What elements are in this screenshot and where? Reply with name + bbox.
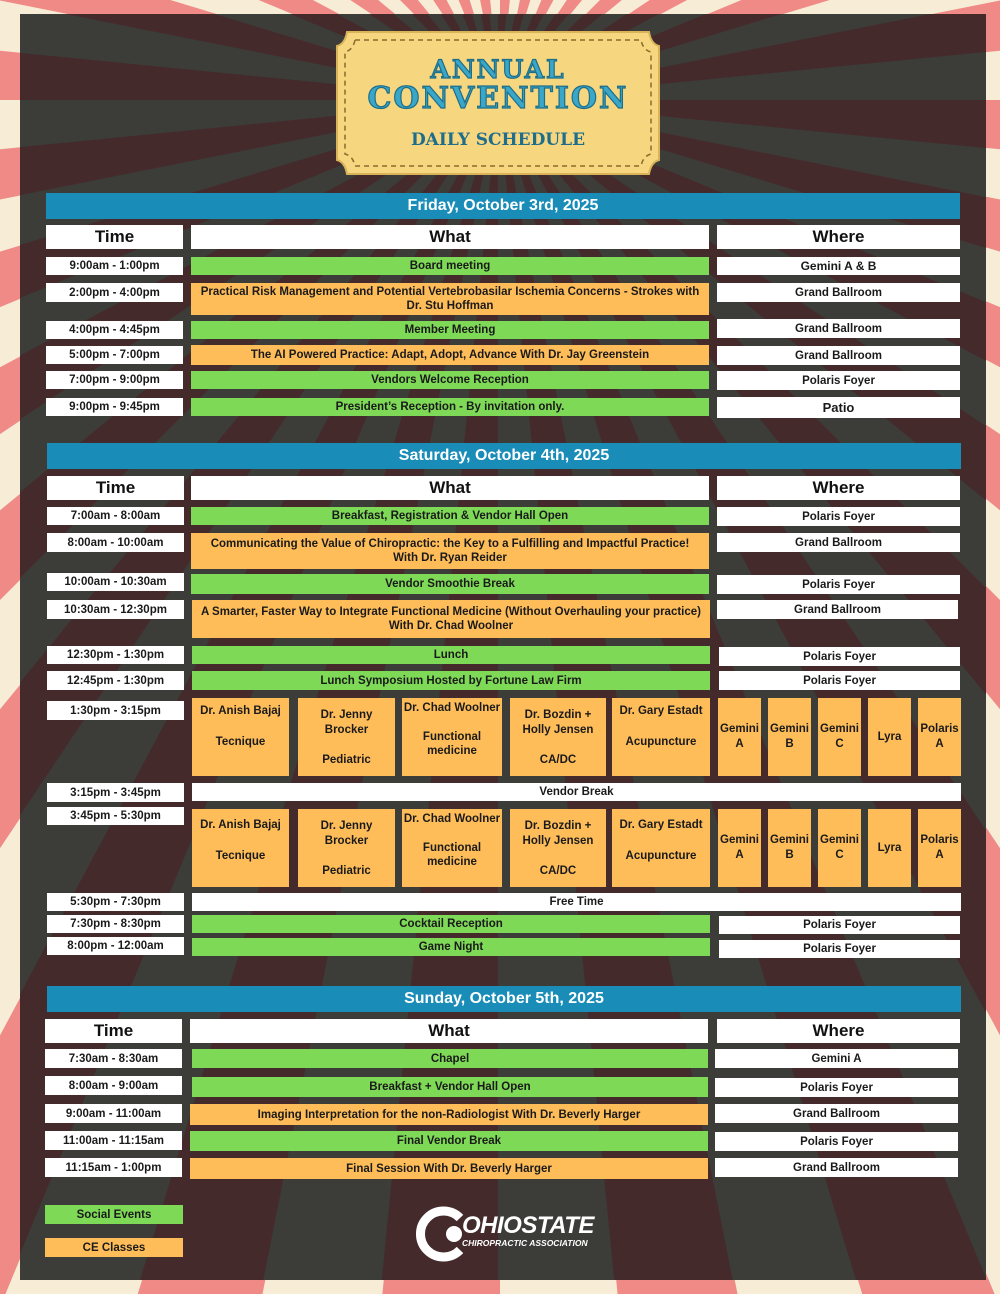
session-speaker: Dr. Jenny Brocker (320, 820, 373, 847)
session-speaker: Dr. Bozdin + Holly Jensen (522, 820, 594, 847)
friday-day-bar: Friday, October 3rd, 2025 (46, 193, 960, 219)
vendor-break-time: 3:15pm - 3:45pm (47, 783, 184, 802)
saturday-where-header: Where (717, 476, 960, 500)
sunday-row-2-time: 8:00am - 9:00am (45, 1076, 182, 1095)
friday-row-6-time: 9:00pm - 9:45pm (46, 398, 183, 416)
sunday-row-5-where: Grand Ballroom (715, 1158, 958, 1177)
sunday-row-3-where: Grand Ballroom (715, 1104, 958, 1123)
saturday-row-5-what: Lunch (192, 646, 710, 664)
breakout-1-session-3 (402, 698, 502, 776)
session-speaker: Dr. Chad Woolner (403, 813, 501, 825)
session-topic: Pediatric (322, 865, 371, 877)
friday-what-header: What (191, 225, 709, 249)
saturday-row-6-time: 12:45pm - 1:30pm (47, 671, 184, 690)
title-convention: CONVENTION (367, 81, 629, 116)
session-topic: Functional medicine (422, 841, 482, 868)
friday-row-5-what: Vendors Welcome Reception (191, 371, 709, 389)
breakout-1-session-2 (298, 698, 395, 776)
sunday-where-header: Where (717, 1019, 960, 1043)
breakout-1-room-3: Gemini C (818, 698, 861, 776)
sunday-row-4-time: 11:00am - 11:15am (45, 1131, 182, 1150)
free-time-time: 5:30pm - 7:30pm (47, 893, 184, 911)
saturday-row-5-where: Polaris Foyer (719, 647, 960, 666)
session-speaker: Dr. Anish Bajaj (200, 705, 281, 717)
saturday-time-header: Time (47, 476, 184, 500)
breakout-1-room-1: Gemini A (718, 698, 761, 776)
sunday-row-4-what: Final Vendor Break (190, 1131, 708, 1151)
session-speaker: Dr. Gary Estadt (619, 705, 703, 717)
friday-row-1-time: 9:00am - 1:00pm (46, 257, 183, 275)
friday-row-2-time: 2:00pm - 4:00pm (46, 283, 183, 302)
session-speaker: Dr. Gary Estadt (619, 819, 703, 831)
legend-ce-classes: CE Classes (45, 1238, 183, 1257)
saturday-row-3-what: Vendor Smoothie Break (191, 574, 709, 594)
sunday-row-2-what: Breakfast + Vendor Hall Open (192, 1077, 708, 1097)
friday-time-header: Time (46, 225, 183, 249)
saturday-row-2-what: Communicating the Value of Chiropractic: the Key to a Fulfilling and Impactful Practice! With Dr. Ryan Reider (191, 533, 709, 569)
saturday-row-4-time: 10:30am - 12:30pm (47, 600, 184, 619)
saturday-evening-2-what: Game Night (192, 938, 710, 956)
breakout-2-session-2 (298, 809, 395, 887)
saturday-row-3-where: Polaris Foyer (717, 575, 960, 594)
saturday-evening-2-time: 8:00pm - 12:00am (47, 937, 184, 955)
saturday-row-6-what: Lunch Symposium Hosted by Fortune Law Firm (192, 671, 710, 690)
session-topic: Pediatric (322, 754, 371, 766)
saturday-row-1-where: Polaris Foyer (717, 507, 960, 526)
session-topic: Acupuncture (625, 849, 697, 862)
breakout-2-session-1 (192, 809, 289, 887)
breakout-2-time: 3:45pm - 5:30pm (47, 807, 184, 825)
breakout-1-session-5 (612, 698, 710, 776)
sunday-row-4-where: Polaris Foyer (715, 1132, 958, 1151)
breakout-2-session-3 (402, 809, 502, 887)
session-topic: Acupuncture (625, 735, 697, 748)
friday-row-5-where: Polaris Foyer (717, 371, 960, 390)
sunday-row-3-time: 9:00am - 11:00am (45, 1104, 182, 1123)
vendor-break: Vendor Break (192, 783, 961, 801)
friday-row-3-what: Member Meeting (191, 321, 709, 339)
session-topic: Tecnique (215, 849, 266, 862)
sunday-row-3-what: Imaging Interpretation for the non-Radiologist With Dr. Beverly Harger (190, 1104, 708, 1125)
session-topic: CA/DC (539, 865, 577, 877)
breakout-1-room-5: Polaris A (918, 698, 961, 776)
breakout-1-room-2: Gemini B (768, 698, 811, 776)
session-speaker: Dr. Anish Bajaj (200, 819, 281, 831)
breakout-1-time: 1:30pm - 3:15pm (47, 701, 184, 720)
friday-row-4-where: Grand Ballroom (717, 346, 960, 365)
saturday-row-4-where: Grand Ballroom (717, 600, 958, 619)
free-time: Free Time (192, 893, 961, 911)
sunday-what-header: What (190, 1019, 708, 1043)
friday-row-6-what: President’s Reception - By invitation only. (191, 398, 709, 416)
friday-row-5-time: 7:00pm - 9:00pm (46, 371, 183, 389)
breakout-2-room-5: Polaris A (918, 809, 961, 887)
saturday-day-bar: Saturday, October 4th, 2025 (47, 443, 961, 469)
friday-row-3-time: 4:00pm - 4:45pm (46, 321, 183, 339)
saturday-what-header: What (191, 476, 709, 500)
breakout-2-room-4: Lyra (868, 809, 911, 887)
breakout-1-session-4 (510, 698, 606, 776)
breakout-1-room-4: Lyra (868, 698, 911, 776)
logo-tagline: CHIROPRACTIC ASSOCIATION (462, 1238, 588, 1248)
breakout-1-session-1 (192, 698, 289, 776)
friday-row-1-what: Board meeting (191, 257, 709, 275)
saturday-row-1-what: Breakfast, Registration & Vendor Hall Open (191, 507, 709, 525)
logo-name: OHIOSTATE (462, 1212, 594, 1239)
sunday-row-2-where: Polaris Foyer (715, 1078, 958, 1097)
saturday-row-2-time: 8:00am - 10:00am (47, 533, 184, 552)
friday-row-1-where: Gemini A & B (717, 257, 960, 275)
sunday-row-1-where: Gemini A (715, 1049, 958, 1068)
session-topic: Tecnique (215, 735, 266, 748)
breakout-2-room-1: Gemini A (718, 809, 761, 887)
saturday-evening-1-what: Cocktail Reception (192, 915, 710, 933)
session-topic: Functional medicine (422, 730, 482, 757)
legend-social-events: Social Events (45, 1205, 183, 1224)
saturday-row-5-time: 12:30pm - 1:30pm (47, 646, 184, 664)
saturday-row-2-where: Grand Ballroom (717, 533, 960, 552)
sunday-row-5-what: Final Session With Dr. Beverly Harger (190, 1158, 708, 1179)
saturday-evening-1-time: 7:30pm - 8:30pm (47, 915, 184, 933)
sunday-time-header: Time (45, 1019, 182, 1043)
breakout-2-room-2: Gemini B (768, 809, 811, 887)
friday-row-2-where: Grand Ballroom (717, 283, 960, 302)
saturday-row-4-what: A Smarter, Faster Way to Integrate Functional Medicine (Without Overhauling your practice) With Dr. Chad Woolner (192, 600, 710, 638)
session-topic: CA/DC (539, 754, 577, 766)
sunday-day-bar: Sunday, October 5th, 2025 (47, 986, 961, 1012)
friday-row-2-what: Practical Risk Management and Potential Vertebrobasilar Ischemia Concerns - Strokes with Dr. Stu Hoffman (191, 283, 709, 315)
saturday-row-1-time: 7:00am - 8:00am (47, 507, 184, 525)
friday-row-6-where: Patio (717, 397, 960, 418)
saturday-evening-1-where: Polaris Foyer (719, 916, 960, 934)
breakout-2-session-5 (612, 809, 710, 887)
session-speaker: Dr. Jenny Brocker (320, 709, 373, 736)
friday-where-header: Where (717, 225, 960, 249)
saturday-row-3-time: 10:00am - 10:30am (47, 573, 184, 591)
sunday-row-1-what: Chapel (192, 1049, 708, 1068)
title-annual: ANNUAL (430, 55, 566, 84)
friday-row-4-time: 5:00pm - 7:00pm (46, 346, 183, 364)
session-speaker: Dr. Bozdin + Holly Jensen (522, 709, 594, 736)
friday-row-4-what: The AI Powered Practice: Adapt, Adopt, Advance With Dr. Jay Greenstein (191, 345, 709, 365)
friday-row-3-where: Grand Ballroom (717, 319, 960, 338)
saturday-evening-2-where: Polaris Foyer (719, 940, 960, 958)
sunday-row-5-time: 11:15am - 1:00pm (45, 1158, 182, 1177)
breakout-2-session-4 (510, 809, 606, 887)
title-daily-schedule: DAILY SCHEDULE (410, 130, 586, 150)
session-speaker: Dr. Chad Woolner (403, 702, 501, 714)
sunday-row-1-time: 7:30am - 8:30am (45, 1049, 182, 1068)
breakout-2-room-3: Gemini C (818, 809, 861, 887)
ohio-state-chiropractic-logo (414, 1204, 614, 1264)
saturday-row-6-where: Polaris Foyer (719, 671, 960, 690)
